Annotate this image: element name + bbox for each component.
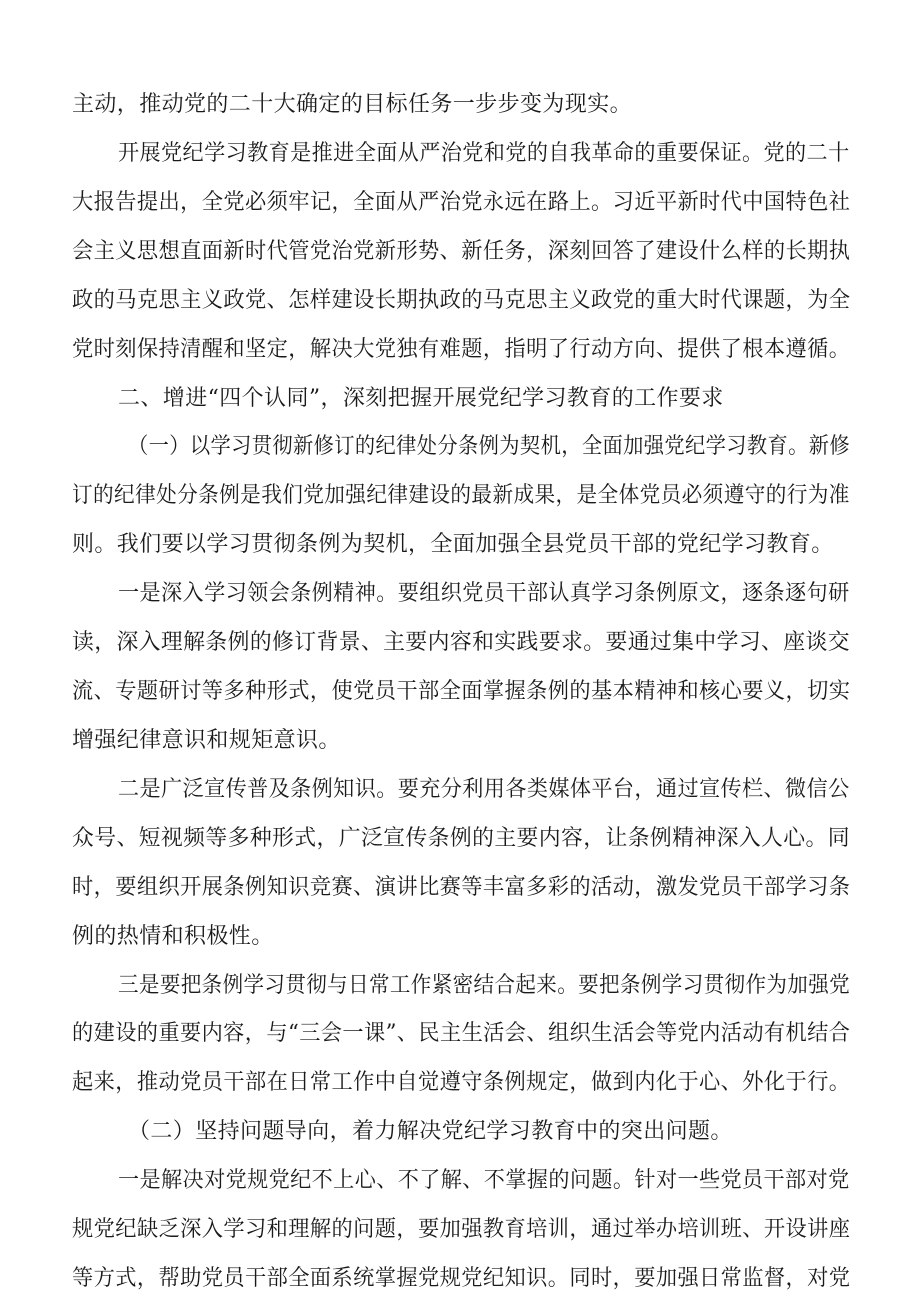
text-line: 大报告提出，全党必须牢记，全面从严治党永远在路上。习近平新时代中国特色社: [72, 189, 851, 215]
paragraph-first-line: 一是深入学习领会条例精神。要组织党员干部认真学习条例原文，逐条逐句研: [118, 581, 850, 607]
text-line: 读，深入理解条例的修订背景、主要内容和实践要求。要通过集中学习、座谈交: [72, 630, 850, 656]
paragraph-first-line: 二是广泛宣传普及条例知识。要充分利用各类媒体平台，通过宣传栏、微信公: [118, 776, 850, 802]
subsection-heading: （二）坚持问题导向，着力解决党纪学习教育中的突出问题。: [128, 1119, 733, 1145]
text-line: 会主义思想直面新时代管党治党新形势、新任务，深刻回答了建设什么样的长期执: [72, 238, 851, 264]
text-line: 政的马克思主义政党、怎样建设长期执政的马克思主义政党的重大时代课题，为全: [72, 287, 851, 313]
subsection-heading: （一）以学习贯彻新修订的纪律处分条例为契机，全面加强党纪学习教育。新修: [128, 434, 850, 460]
text-line: 主动，推动党的二十大确定的目标任务一步步变为现实。: [72, 92, 633, 117]
paragraph-first-line: 一是解决对党规党纪不上心、不了解、不掌握的问题。针对一些党员干部对党: [118, 1168, 850, 1194]
text-line: 等方式，帮助党员干部全面系统掌握党规党纪知识。同时，要加强日常监督，对党: [72, 1266, 851, 1291]
text-line: 订的纪律处分条例是我们党加强纪律建设的最新成果，是全体党员必须遵守的行为准: [72, 483, 850, 509]
text-line: 增强纪律意识和规矩意识。: [72, 727, 341, 753]
text-line: 则。我们要以学习贯彻条例为契机，全面加强全县党员干部的党纪学习教育。: [72, 532, 834, 558]
paragraph-first-line: 三是要把条例学习贯彻与日常工作紧密结合起来。要把条例学习贯彻作为加强党: [118, 972, 851, 998]
paragraph-first-line: 开展党纪学习教育是推进全面从严治党和党的自我革命的重要保证。党的二十: [118, 140, 850, 166]
text-line: 众号、短视频等多种形式，广泛宣传条例的主要内容，让条例精神深入人心。同: [72, 825, 850, 851]
text-line: 党时刻保持清醒和坚定，解决大党独有难题，指明了行动方向、提供了根本遵循。: [72, 336, 851, 362]
text-line: 规党纪缺乏深入学习和理解的问题，要加强教育培训，通过举办培训班、开设讲座: [72, 1217, 851, 1243]
text-line: 的建设的重要内容，与“三会一课”、民主生活会、组织生活会等党内活动有机结合: [72, 1021, 851, 1047]
text-line: 时，要组织开展条例知识竞赛、演讲比赛等丰富多彩的活动，激发党员干部学习条: [72, 874, 851, 900]
text-line: 流、专题研讨等多种形式，使党员干部全面掌握条例的基本精神和核心要义，切实: [72, 679, 851, 704]
text-line: 例的热情和积极性。: [72, 923, 274, 949]
section-heading: 二、增进“四个认同”，深刻把握开展党纪学习教育的工作要求: [118, 385, 724, 411]
text-line: 起来，推动党员干部在日常工作中自觉遵守条例规定，做到内化于心、外化于行。: [72, 1070, 851, 1096]
